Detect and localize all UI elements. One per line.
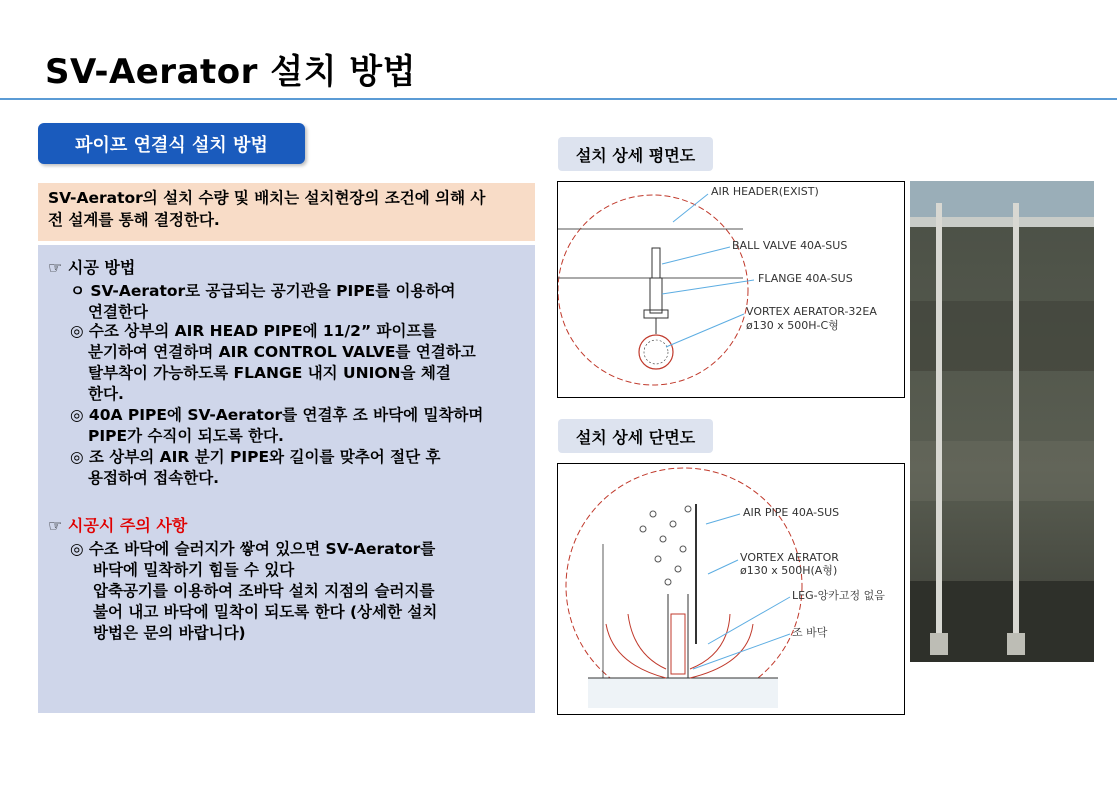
plan-callout: ø130 x 500H-C형 — [746, 319, 839, 332]
construction-line: PIPE가 수직이 되도록 한다. — [88, 427, 284, 445]
plan-callout: FLANGE 40A-SUS — [758, 272, 853, 285]
method-box — [38, 245, 535, 713]
construction-line: ㅇ SV-Aerator로 공급되는 공기관을 PIPE를 이용하여 — [70, 282, 456, 300]
plan-view-drawing — [557, 181, 905, 398]
caution-heading — [48, 513, 187, 536]
construction-heading: ☞ 시공 방법 — [48, 258, 136, 277]
section-callout: ø130 x 500H(A형) — [740, 564, 838, 577]
plan-callout: VORTEX AERATOR-32EA — [746, 305, 877, 318]
section-callout: LEG-앙카고정 없음 — [792, 589, 885, 602]
section-view-label — [558, 419, 713, 453]
caution-heading-text: 시공시 주의 사항 — [67, 516, 188, 535]
construction-line: 용접하여 접속한다. — [88, 469, 220, 487]
caution-line: 바닥에 밀착하기 힘들 수 있다 — [93, 561, 295, 579]
section-tab-label: 파이프 연결식 설치 방법 — [75, 134, 268, 156]
section-view-label-text: 설치 상세 단면도 — [575, 427, 696, 447]
construction-line: ◎ 조 상부의 AIR 분기 PIPE와 길이를 맞추어 절단 후 — [70, 448, 441, 466]
section-view-drawing — [557, 463, 905, 715]
caution-line: ◎ 수조 바닥에 슬러지가 쌓여 있으면 SV-Aerator를 — [70, 540, 436, 558]
summary-line-2: 전 설계를 통해 결정한다. — [48, 211, 220, 229]
construction-line: ◎ 수조 상부의 AIR HEAD PIPE에 11/2” 파이프를 — [70, 322, 437, 340]
section-callout: VORTEX AERATOR — [740, 551, 839, 564]
section-view-svg — [558, 464, 904, 714]
installation-photo — [910, 181, 1094, 662]
summary-line-1: SV-Aerator의 설치 수량 및 배치는 설치현장의 조건에 의해 사 — [48, 189, 486, 207]
section-tab — [38, 123, 305, 164]
plan-view-label-text: 설치 상세 평면도 — [575, 145, 696, 165]
section-callout: AIR PIPE 40A-SUS — [743, 506, 840, 519]
caution-line: 불어 내고 바닥에 밀착이 되도록 한다 (상세한 설치 — [93, 603, 438, 621]
plan-view-label — [558, 137, 713, 171]
construction-line: 탈부착이 가능하도록 FLANGE 내지 UNION을 체결 — [88, 364, 451, 382]
construction-line: ◎ 40A PIPE에 SV-Aerator를 연결후 조 바닥에 밀착하며 — [70, 406, 484, 424]
installation-photo-svg — [910, 181, 1094, 662]
page-title: SV-Aerator 설치 방법 — [45, 52, 416, 92]
plan-callout: AIR HEADER(EXIST) — [711, 185, 819, 198]
section-callout: 조 바닥 — [792, 626, 828, 639]
title-divider — [0, 98, 1117, 100]
construction-line: 한다. — [88, 385, 124, 403]
caution-heading-prefix: ☞ — [48, 516, 68, 535]
plan-callout: BALL VALVE 40A-SUS — [732, 239, 848, 252]
caution-line: 압축공기를 이용하여 조바닥 설치 지점의 슬러지를 — [93, 582, 435, 600]
caution-line: 방법은 문의 바랍니다) — [93, 624, 246, 642]
plan-view-svg — [558, 182, 904, 397]
construction-line: 분기하여 연결하며 AIR CONTROL VALVE를 연결하고 — [88, 343, 476, 361]
summary-box — [38, 183, 535, 241]
construction-line: 연결한다 — [88, 303, 148, 321]
